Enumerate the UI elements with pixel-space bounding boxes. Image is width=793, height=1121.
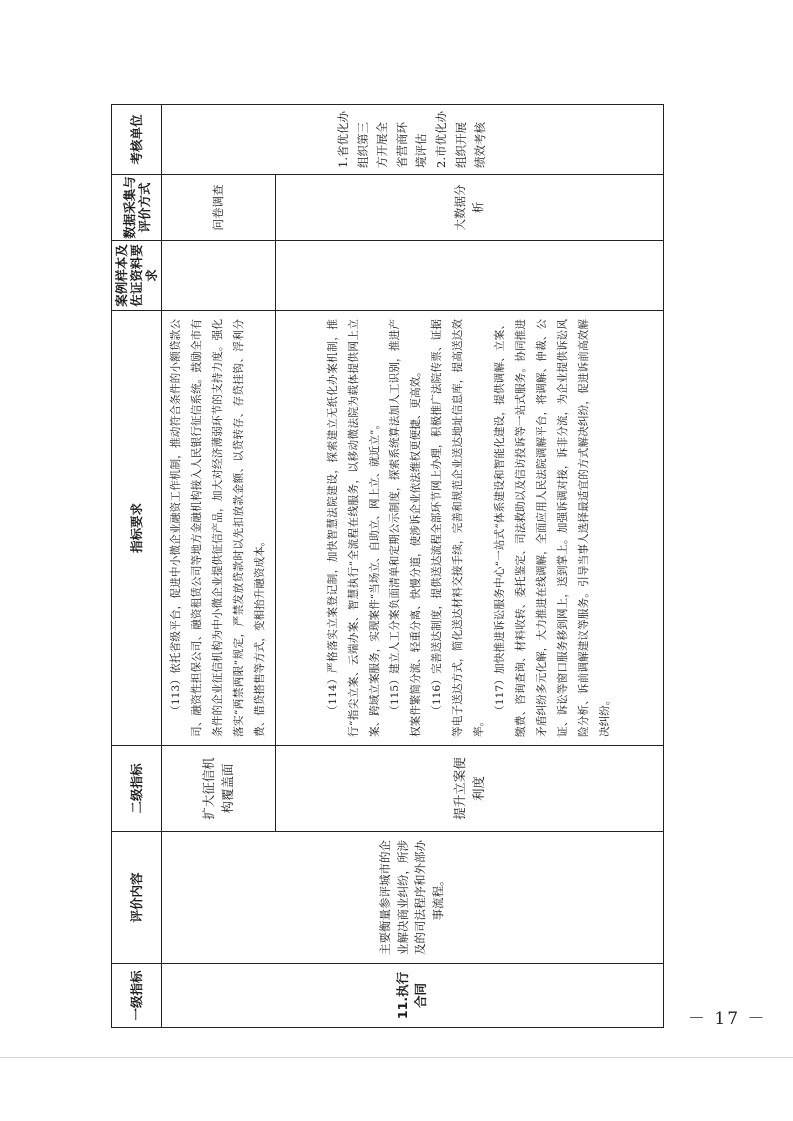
- method-cell: 问卷调查: [162, 175, 276, 241]
- evidence-cell: [162, 241, 276, 311]
- unit-item: 2.市优化办组织开展绩效考核: [433, 111, 488, 168]
- requirement-item: （114）严格落实立案登记制，加快智慧法院建设，探索建立无纸化办案机制，推行“指尖立案、云端办案、智慧执行”全流程在线服务，以移动微法院为载体提供网上立案、跨域立案服务，实现案件“当场立、自助立、网上立、就近立”。: [326, 319, 381, 737]
- requirement-item: （116）完善送达制度，提供送达流程全部环节网上办理，积极推广法院传票、证据等电子送达方式，简化送达材料交接手续，完善和规范企业送达地址信息库，提高送达效率。: [431, 319, 486, 737]
- evidence-cell: [275, 241, 663, 311]
- requirement-item: （113）依托省级平台，促进中小微企业融资工作机制，推动符合条件的小额贷款公司、融资性担保公司、融资租赁公司等地方金融机构接入人民银行征信系统。鼓励全市有条件的企业征信机构为中小微企业提供征信产品，加大对经济薄弱环节的支持力度。强化落实“两禁两限”规定，严禁发放贷款时以先扣放款金额、以贷转存、存贷挂钩、浮利分费、借贷搭售等方式，变相抬升融资成本。: [170, 319, 266, 737]
- header-evidence: 案例样本及佐证资料要求: [112, 241, 162, 311]
- table-header-row: [112, 105, 162, 1028]
- indicator-table-wrapper: [111, 105, 639, 1028]
- header-level2: 二级指标: [112, 746, 162, 832]
- requirement-item: （115）建立人工分案负面清单和定期公示制度，探索系统算法加人工识别，推进产权案件繁简分流、轻重分离、快慢分道，使涉诉企业依法维权更便捷、更高效。: [389, 319, 423, 737]
- table-row: [162, 105, 276, 1028]
- header-content: 评价内容: [112, 832, 162, 964]
- unit-item: 1.省优化办组织第三方开展全省营商环境评估: [336, 111, 429, 168]
- method-cell: 大数据分析: [275, 175, 663, 241]
- header-method: 数据采集与评价方式: [112, 175, 162, 241]
- page-divider: [0, 1057, 793, 1058]
- assessment-unit-cell: [162, 105, 664, 175]
- requirements-cell: [162, 311, 276, 746]
- level1-indicator: 11.执行合同: [162, 964, 664, 1028]
- header-unit: 考核单位: [112, 105, 162, 175]
- level2-indicator: 提升立案便利度: [275, 746, 663, 832]
- indicator-table: [111, 104, 664, 1028]
- page-number: － 17 －: [688, 1009, 767, 1029]
- header-requirements: 指标要求: [112, 311, 162, 746]
- requirement-item: （117）加快推进诉讼服务中心“一站式”体系建设和智能化建设，提供调解、立案、缴费、咨询查询、材料收转、委托鉴定、司法救助以及信访投诉等一站式服务。协同推进矛盾纠纷多元化解，大力推进在线调解，全面应用人民法院调解平台，将调解、仲裁、公证、诉讼等窗口服务移到网上，送到掌上。加强诉调对接，诉非分流，为企业提供诉讼风险分析、诉前调解建议等服务。引导当事人选择最适宜的方式解决纠纷，促进诉前高效解决纠纷。: [494, 319, 612, 737]
- header-level1: 一级指标: [112, 964, 162, 1028]
- level2-indicator: 扩大征信机构覆盖面: [162, 746, 276, 832]
- evaluation-content: 主要衡量参评城市的企业解决商业纠纷，所涉及的司法程序和外部办事流程。: [162, 832, 664, 964]
- requirements-cell: [275, 311, 663, 746]
